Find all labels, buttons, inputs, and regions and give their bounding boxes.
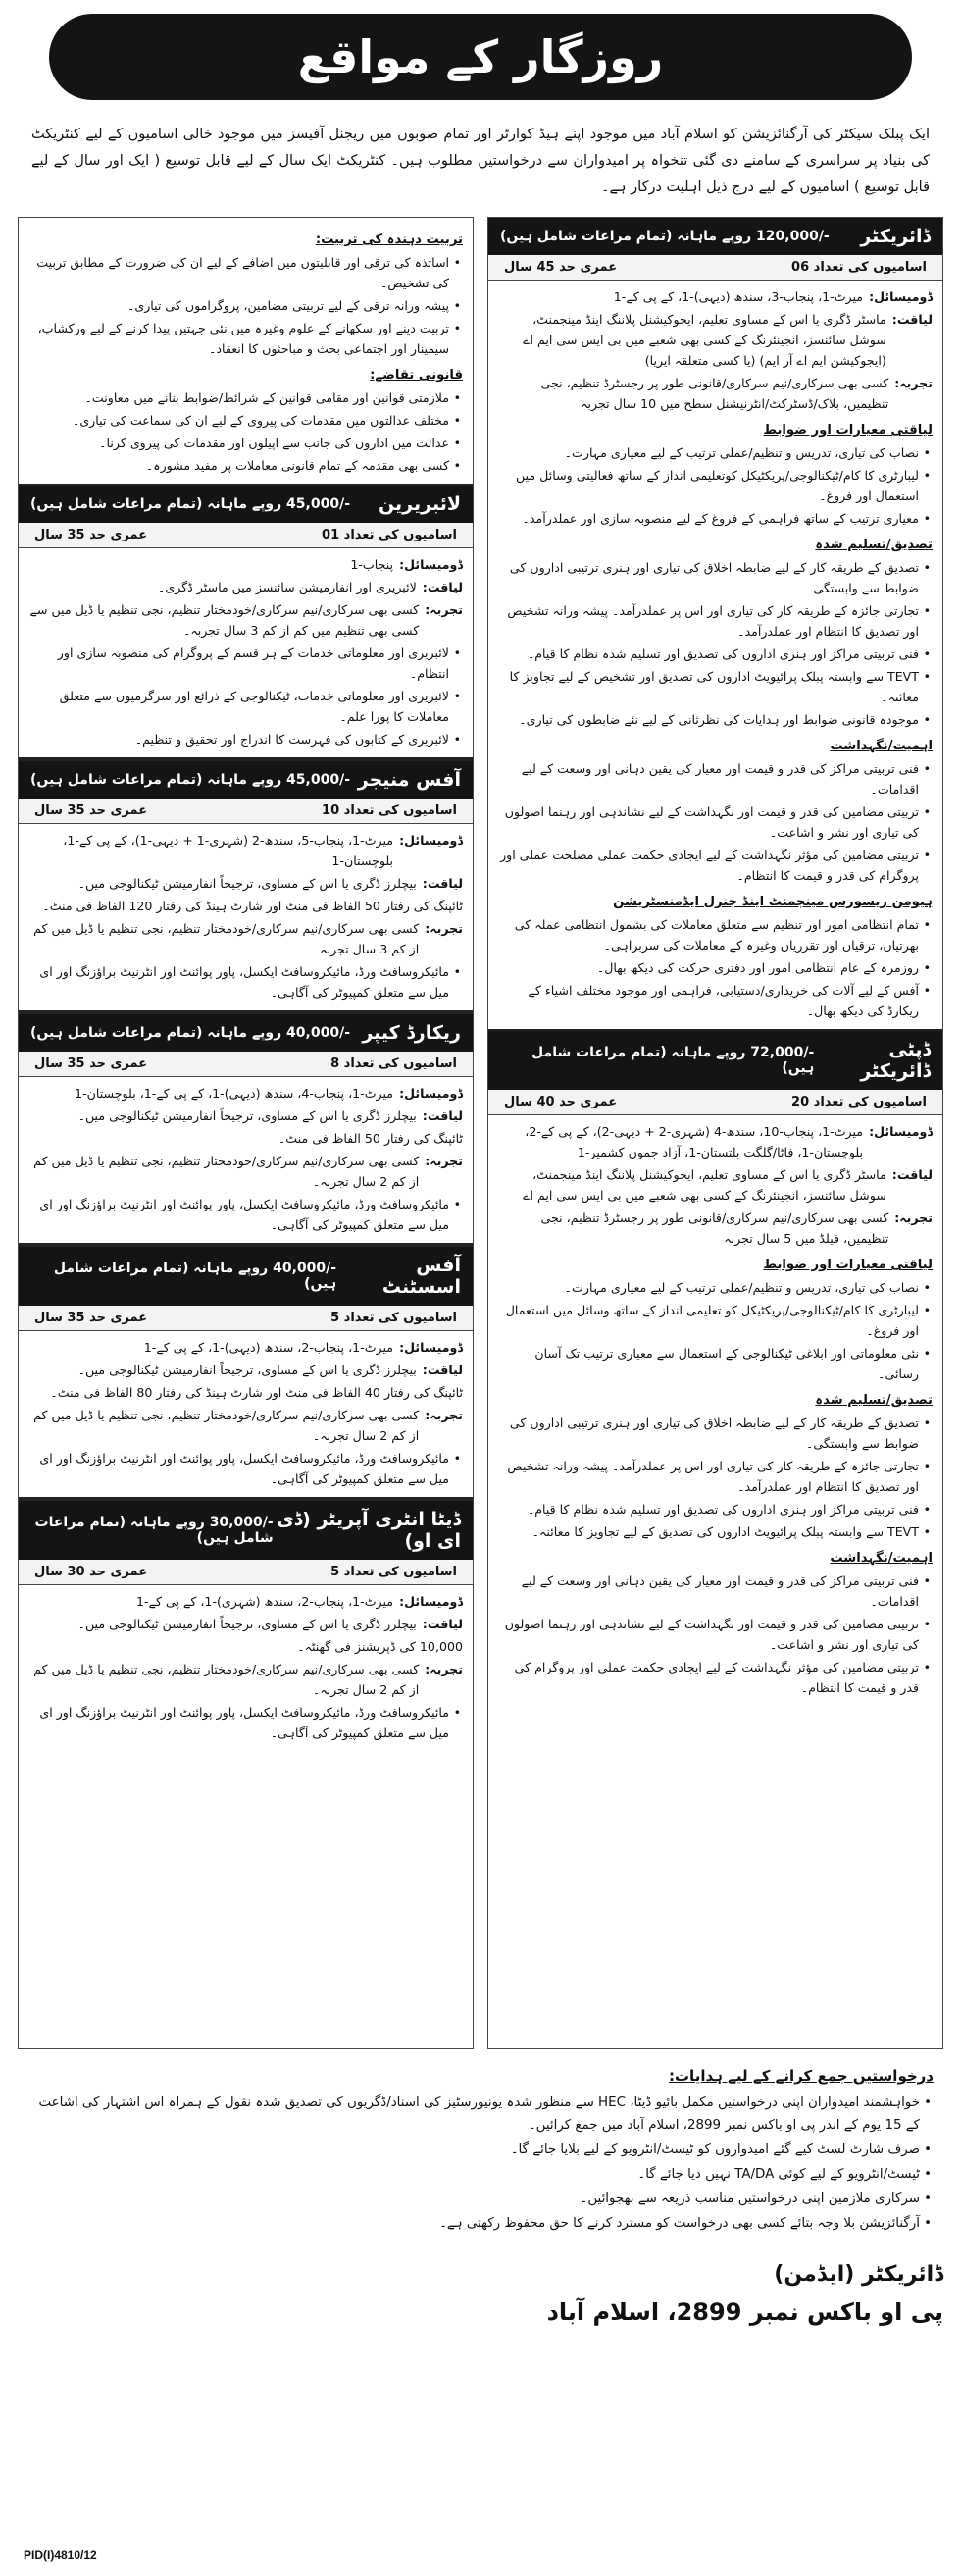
detail-label: لیاقت: — [422, 1617, 463, 1631]
job-deputy-director — [488, 1031, 942, 1706]
qualification-row — [498, 309, 933, 371]
experience-label: تجربہ: — [894, 376, 933, 390]
job-header — [19, 1247, 473, 1306]
job-age: عمری حد 35 سال — [34, 528, 148, 542]
job-body — [19, 824, 473, 1010]
domicile-text: میرٹ-1، پنجاب-10، سندھ-4 (شہری-2 + دیہی-2)، کے پی کے-2، بلوچستان-1، فاٹا/گلگت بلتستان-1، آزاد جموں کشمیر-1 — [525, 1124, 864, 1159]
job-pay: -/45,000 روپے ماہانہ (تمام مراعات شامل ہیں) — [30, 772, 351, 788]
training-heading: تربیت دہندہ کی تربیت: — [315, 232, 463, 247]
detail-text: بیچلرز ڈگری یا اس کے مساوی، ترجیحاً انفارمیشن ٹیکنالوجی میں۔ — [77, 1617, 417, 1631]
job-posts: اسامیوں کی تعداد 20 — [791, 1095, 927, 1109]
job-posts: اسامیوں کی تعداد 10 — [322, 803, 457, 818]
section-heading: لیاقتی معیارات اور ضوابط — [763, 423, 933, 438]
detail-row — [28, 577, 463, 597]
list-item: • روزمرہ کے عام انتظامی امور اور دفتری حرکت کی دیکھ بھال۔ — [498, 957, 933, 978]
detail-label: تجربہ: — [425, 921, 463, 936]
left-column — [18, 217, 474, 2049]
job-age: عمری حد 35 سال — [34, 1056, 148, 1071]
job-pay: -/40,000 روپے ماہانہ (تمام مراعات شامل ہیں) — [30, 1025, 351, 1041]
section-list — [498, 557, 933, 730]
job-posts: اسامیوں کی تعداد 5 — [330, 1311, 457, 1325]
list-item: • کسی بھی مقدمہ کے تمام قانونی معاملات پر مفید مشورہ۔ — [28, 455, 463, 476]
job-age: عمری حد 40 سال — [504, 1095, 618, 1109]
list-item: • خواہشمند امیدواران اپنی درخواستیں مکمل بائیو ڈیٹا، HEC سے منظور شدہ یونیورسٹیز کی اسناد/ڈگریوں کی تصدیق شدہ نقول کے ہمراہ اس اشتہار کی اشاعت کے 15 یوم کے اندر پی او باکس نمبر 2899، اسلام آباد میں جمع کرائیں۔ — [27, 2091, 934, 2137]
detail-row — [28, 1360, 463, 1380]
list-item: • تمام انتظامی امور اور تنظیم سے متعلق معاملات کی بشمول انتظامی عملہ کی بھرتیاں، ترقیاں اور تقرریاں وغیرہ کے معاملات کی سربراہی۔ — [498, 914, 933, 955]
detail-label: تجربہ: — [425, 1662, 463, 1676]
columns — [18, 217, 943, 2049]
deputy-sections — [498, 1255, 933, 1698]
detail-text: بیچلرز ڈگری یا اس کے مساوی، ترجیحاً انفارمیشن ٹیکنالوجی میں۔ — [77, 1363, 417, 1377]
detail-row — [28, 1405, 463, 1446]
qualification-label: لیاقت: — [891, 1167, 933, 1182]
intro-paragraph: ایک پبلک سیکٹر کی آرگنائزیشن کو اسلام آباد میں موجود اپنے ہیڈ کوارٹر اور تمام صوبوں میں ریجنل آفیسز میں موجود خالی اسامیوں کے لیے کنٹریکٹ کی بنیاد پر سراسری کے سامنے دی گئی تنخواہ پر امیدواران سے درخواستیں مطلوب ہیں۔ کنٹریکٹ ایک سال کے لیے قابل توسیع ( ایک اور سال کے لیے قابل توسیع ) اسامیوں کے لیے درج ذیل اہلیت درکار ہے۔ — [31, 127, 930, 195]
list-item: • ملازمتی قوانین اور مقامی قوانین کے شرائط/ضوابط بنانے میں معاونت۔ — [28, 387, 463, 408]
detail-label: لیاقت: — [422, 580, 463, 594]
list-item: • مائیکروسافٹ ورڈ، مائیکروسافٹ ایکسل، پاور پوائنٹ اور انٹرنیٹ براؤزنگ اور ای میل سے متعلق کمپیوٹر کی آگاہی۔ — [28, 1194, 463, 1235]
instructions-heading: درخواستیں جمع کرانے کے لیے ہدایات: — [668, 2067, 934, 2085]
job-title: لائبریرین — [378, 493, 461, 515]
job-age: عمری حد 30 سال — [34, 1565, 148, 1579]
list-item: • لیبارٹری کا کام/ٹیکنالوجی/پریکٹیکل کوتعلیمی انداز کے ساتھ فعالیتی وسائل میں استعمال اور فروغ۔ — [498, 465, 933, 506]
job-body — [488, 1115, 942, 1706]
duties-list — [28, 1702, 463, 1743]
detail-text: میرٹ-1، پنجاب-5، سندھ-2 (شہری-1 + دیہی-1)، کے پی کے-1، بلوچستان-1 — [63, 833, 394, 868]
experience-text: کسی بھی سرکاری/نیم سرکاری/قانونی طور پر رجسٹرڈ تنظیم، نجی تنظیمیں، فیلڈ میں 5 سال تجربہ — [540, 1211, 889, 1246]
list-item: • فنی تربیتی مراکز اور ہنری اداروں کی تصدیق اور تسلیم شدہ نظام کا قیام۔ — [498, 644, 933, 664]
job-meta — [19, 799, 473, 824]
job-block — [19, 1499, 473, 1751]
banner-title: روزگار کے مواقع — [49, 14, 912, 100]
detail-label: تجربہ: — [425, 1154, 463, 1168]
section-heading: تصدیق/تسلیم شدہ — [815, 538, 933, 552]
list-item: • مائیکروسافٹ ورڈ، مائیکروسافٹ ایکسل، پاور پوائنٹ اور انٹرنیٹ براؤزنگ اور ای میل سے متعلق کمپیوٹر کی آگاہی۔ — [28, 1448, 463, 1489]
job-header — [19, 761, 473, 799]
job-body — [19, 548, 473, 757]
job-title: ریکارڈ کیپر — [362, 1022, 461, 1044]
detail-text: کسی بھی سرکاری/نیم سرکاری/خودمختار تنظیم، نجی تنظیم یا ڈیل میں کم از کم 2 سال تجربہ۔ — [33, 1154, 420, 1189]
list-item: • تصدیق کے طریقہ کار کے لیے ضابطہ اخلاق کی تیاری اور ہنری ترتیبی اداروں کی ضوابط سے وابستگی۔ — [498, 1413, 933, 1454]
detail-row — [28, 599, 463, 641]
detail-row — [28, 896, 463, 916]
section-heading: اہمیت/نگہداشت — [830, 739, 933, 753]
training-list — [28, 252, 463, 359]
list-item: • آفس کے لیے آلات کی خریداری/دستیابی، فراہمی اور موجود مختلف اشیاء کے ریکارڈ کی دیکھ بھال۔ — [498, 980, 933, 1021]
experience-text: کسی بھی سرکاری/نیم سرکاری/قانونی طور پر رجسٹرڈ تنظیم، نجی تنظیمیں، بلاک/ڈسٹرکٹ/انٹرنیشنل سطح میں 10 سال تجربہ — [540, 376, 889, 411]
job-block — [19, 484, 473, 759]
list-item: • فنی تربیتی مراکز اور ہنری اداروں کی تصدیق اور تسلیم شدہ نظام کا قیام۔ — [498, 1499, 933, 1520]
detail-label: لیاقت: — [422, 876, 463, 891]
section-list — [498, 1277, 933, 1384]
job-body — [19, 1077, 473, 1243]
detail-label: ڈومیسائل: — [399, 1086, 463, 1101]
job-meta — [488, 1090, 942, 1115]
job-meta — [19, 523, 473, 548]
job-age: عمری حد 35 سال — [34, 803, 148, 818]
detail-text: ٹائپنگ کی رفتار 50 الفاظ فی منٹ اور شارٹ ہینڈ کی رفتار 120 الفاظ فی منٹ۔ — [42, 899, 463, 913]
job-meta — [19, 1560, 473, 1585]
list-item: • لائبریری اور معلوماتی خدمات، ٹیکنالوجی کے ذرائع اور سرگرمیوں سے متعلق معاملات کا پورا علم۔ — [28, 686, 463, 727]
signature-block — [18, 2262, 943, 2326]
qualification-label: لیاقت: — [891, 312, 933, 327]
list-item: • تربیت دینے اور سکھانے کے علوم وغیرہ میں نئی جہتیں پیدا کرنے کے لیے ورکشاپ، سیمینار اور اجتماعی بحث و مباحثوں کا انعقاد۔ — [28, 318, 463, 359]
job-body — [19, 1585, 473, 1751]
job-meta — [488, 255, 942, 281]
job-meta — [19, 1052, 473, 1077]
pid-number: PID(I)4810/12 — [24, 2549, 97, 2562]
job-title: ڈپٹی ڈائریکٹر — [860, 1039, 931, 1082]
section-list — [498, 914, 933, 1021]
list-item: • تربیتی مضامین کی مؤثر نگہداشت کے لیے ایجادی حکمت عملی اور پروگرام کی قدر و قیمت کا انتظام۔ — [498, 1657, 933, 1698]
detail-row — [28, 918, 463, 959]
job-posts: اسامیوں کی تعداد 5 — [330, 1565, 457, 1579]
detail-text: میرٹ-1، پنجاب-2، سندھ (دیہی)-1، کے پی کے-1 — [143, 1340, 394, 1355]
section-list — [498, 442, 933, 529]
detail-row — [28, 1636, 463, 1657]
job-posts: اسامیوں کی تعداد 06 — [791, 260, 927, 275]
job-age: عمری حد 45 سال — [504, 260, 618, 275]
job-age: عمری حد 35 سال — [34, 1311, 148, 1325]
job-body — [19, 1331, 473, 1497]
section-heading: ہیومن ریسورس مینجمنٹ اینڈ جنرل ایڈمنسٹریشن — [613, 895, 933, 909]
detail-row — [28, 873, 463, 894]
list-item: • سرکاری ملازمین اپنی درخواستیں مناسب ذریعہ سے بھجوائیں۔ — [27, 2188, 934, 2210]
detail-row — [28, 1659, 463, 1700]
list-item: • اساتذہ کی ترقی اور قابلیتوں میں اضافے کے لیے ان کی ضرورت کے مطابق تربیت کی تشخیص۔ — [28, 252, 463, 293]
job-block — [19, 759, 473, 1012]
detail-label: لیاقت: — [422, 1363, 463, 1377]
detail-text: بیچلرز ڈگری یا اس کے مساوی، ترجیحاً انفارمیشن ٹیکنالوجی میں۔ — [77, 1108, 417, 1123]
detail-label: لیاقت: — [422, 1108, 463, 1123]
list-item: • معیاری ترتیب کے ساتھ فراہمی کے فروغ کے لیے منصوبہ سازی اور عملدرآمد۔ — [498, 508, 933, 529]
job-posts: اسامیوں کی تعداد 01 — [322, 528, 457, 542]
legal-heading: قانونی تقاضے: — [370, 368, 463, 383]
detail-text: ٹائپنگ کی رفتار 40 الفاظ فی منٹ اور شارٹ ہینڈ کی رفتار 80 الفاظ فی منٹ۔ — [50, 1385, 463, 1400]
detail-row — [28, 1614, 463, 1634]
experience-row — [498, 373, 933, 414]
list-item: • تصدیق کے طریقہ کار کے لیے ضابطہ اخلاق کی تیاری اور ہنری ترتیبی اداروں کی ضوابط سے وابستگی۔ — [498, 557, 933, 598]
list-item: • TEVT سے وابستہ پبلک پرائیویٹ اداروں کی تصدیق کے لیے تجاویز کا معائنہ۔ — [498, 1521, 933, 1542]
detail-row — [28, 1128, 463, 1149]
list-item: • موجودہ قانونی ضوابط اور ہدایات کی نظرثانی کے لیے نئے ضابطوں کی تیاری۔ — [498, 709, 933, 730]
list-item: • مائیکروسافٹ ورڈ، مائیکروسافٹ ایکسل، پاور پوائنٹ اور انٹرنیٹ براؤزنگ اور ای میل سے متعلق کمپیوٹر کی آگاہی۔ — [28, 961, 463, 1003]
job-header — [19, 1501, 473, 1560]
right-column — [487, 217, 943, 2049]
instructions — [27, 2065, 934, 2235]
domicile-text: میرٹ-1، پنجاب-3، سندھ (دیہی)-1، کے پی کے-1 — [613, 289, 864, 304]
job-pay: -/40,000 روپے ماہانہ (تمام مراعات شامل ہیں) — [53, 1261, 337, 1292]
detail-row — [28, 1337, 463, 1358]
detail-label: ڈومیسائل: — [399, 1340, 463, 1355]
domicile-label: ڈومیسائل: — [869, 289, 933, 304]
job-title: ڈیٹا انٹری آپریٹر (ڈی ای او) — [277, 1509, 461, 1552]
job-director — [488, 218, 942, 1031]
job-title: ڈائریکٹر — [860, 226, 931, 247]
job-title: آفس منیجر — [357, 769, 461, 791]
list-item: • فنی تربیتی مراکز کی قدر و قیمت اور معیار کی یقین دہانی اور وسعت کے لیے اقدامات۔ — [498, 758, 933, 799]
list-item: • عدالت میں اداروں کی جانب سے اپیلوں اور مقدمات کی پیروی کرنا۔ — [28, 433, 463, 453]
list-item: • تجارتی جائزہ کے طریقہ کار کی تیاری اور اس پر عملدرآمد۔ پیشہ ورانہ تشخیص اور تصدیق کا انتظام اور عملدرآمد۔ — [498, 600, 933, 642]
detail-label: ڈومیسائل: — [399, 1594, 463, 1609]
signature-address: پی او باکس نمبر 2899، اسلام آباد — [546, 2298, 943, 2326]
list-item: • مائیکروسافٹ ورڈ، مائیکروسافٹ ایکسل، پاور پوائنٹ اور انٹرنیٹ براؤزنگ اور ای میل سے متعلق کمپیوٹر کی آگاہی۔ — [28, 1702, 463, 1743]
job-block — [19, 1012, 473, 1245]
detail-text: میرٹ-1، پنجاب-2، سندھ (شہری)-1، کے پی کے-1 — [136, 1594, 394, 1609]
list-item: • ٹیسٹ/انٹرویو کے لیے کوئی TA/DA نہیں دیا جائے گا۔ — [27, 2163, 934, 2186]
detail-text: کسی بھی سرکاری/نیم سرکاری/خودمختار تنظیم، نجی تنظیم یا ڈیل میں کم از کم 2 سال تجربہ۔ — [33, 1408, 420, 1443]
qualification-text: ماسٹر ڈگری یا اس کے مساوی تعلیم، ایجوکیشنل پلاننگ اینڈ مینجمنٹ، سوشل سائنسز، انجینئرنگ کے کسی بھی شعبے میں بی ایس سی ایم اے (ایجوکیشن ایم اے آر ایم) (یا کسی متعلقہ ایریا) — [523, 312, 886, 368]
section-list — [498, 758, 933, 886]
job-pay: -/72,000 روپے ماہانہ (تمام مراعات شامل ہیں) — [531, 1045, 815, 1076]
detail-row — [28, 1083, 463, 1104]
list-item: • تربیتی مضامین کی قدر و قیمت اور نگہداشت کے لیے نشاندہی اور رہنما اصولوں کی تیاری اور نشر و اشاعت۔ — [498, 801, 933, 843]
list-item: • مختلف عدالتوں میں مقدمات کی پیروی کے لیے ان کی سماعت کی تیاری۔ — [28, 410, 463, 431]
job-meta — [19, 1306, 473, 1331]
duties-list — [28, 1194, 463, 1235]
job-block — [19, 1245, 473, 1499]
detail-text: پنجاب-1 — [350, 557, 394, 572]
left-jobs — [19, 484, 473, 1751]
job-header — [488, 1031, 942, 1090]
detail-label: ڈومیسائل: — [399, 833, 463, 848]
detail-label: ڈومیسائل: — [399, 557, 463, 572]
qualification-text: ماسٹر ڈگری یا اس کے مساوی تعلیم، ایجوکیشنل پلاننگ اینڈ مینجمنٹ، سوشل سائنسز، انجینئرنگ کے کسی بھی شعبے میں بی ایس سی ایم اے — [523, 1167, 886, 1203]
legal-list — [28, 387, 463, 476]
list-item: • نصاب کی تیاری، تدریس و تنظیم/عملی ترتیب کے لیے معیاری مہارت۔ — [498, 1277, 933, 1298]
detail-text: کسی بھی سرکاری/نیم سرکاری/خودمختار تنظیم، نجی تنظیم یا ڈیل میں کم از کم 3 سال تجربہ۔ — [33, 921, 420, 956]
list-item: • لائبریری اور معلوماتی خدمات کے ہر قسم کے پروگرام کی منصوبہ سازی اور انتظام۔ — [28, 643, 463, 684]
list-item: • نئی معلوماتی اور ابلاغی ٹیکنالوجی کے استعمال سے معیاری ترتیب تک آسان رسائی۔ — [498, 1343, 933, 1384]
job-pay: -/30,000 روپے ماہانہ (تمام مراعات شامل ہیں) — [34, 1515, 274, 1546]
detail-text: بیچلرز ڈگری یا اس کے مساوی، ترجیحاً انفارمیشن ٹیکنالوجی میں۔ — [77, 876, 417, 891]
detail-text: کسی بھی سرکاری/نیم سرکاری/خودمختار تنظیم، نجی تنظیم یا ڈیل میں سے کسی بھی تنظیم میں کم از کم 3 سال تجربہ۔ — [29, 602, 420, 638]
list-item: • تربیتی مضامین کی مؤثر نگہداشت کے لیے ایجادی حکمت عملی مصلحت عملی اور پروگرام کی قدر و قیمت کا انتظام۔ — [498, 845, 933, 886]
job-posts: اسامیوں کی تعداد 8 — [330, 1056, 457, 1071]
job-header — [19, 486, 473, 523]
qualification-row — [498, 1164, 933, 1206]
section-list — [498, 1413, 933, 1542]
list-item: • فنی تربیتی مراکز کی قدر و قیمت اور معیار کی یقین دہانی اور وسعت کے لیے اقدامات۔ — [498, 1571, 933, 1612]
detail-row — [28, 1151, 463, 1192]
job-body — [488, 281, 942, 1029]
list-item: • صرف شارٹ لسٹ کیے گئے امیدواروں کو ٹیسٹ/انٹرویو کے لیے بلایا جائے گا۔ — [27, 2138, 934, 2161]
list-item: • لیبارٹری کا کام/ٹیکنالوجی/پریکٹیکل کو تعلیمی انداز کے ساتھ وسائل میں استعمال اور فروغ۔ — [498, 1300, 933, 1341]
job-header — [488, 218, 942, 255]
section-list — [498, 1571, 933, 1698]
domicile-row — [498, 1121, 933, 1162]
signature-title: ڈائریکٹر (ایڈمن) — [774, 2262, 943, 2287]
duties-list — [28, 643, 463, 749]
job-header — [19, 1014, 473, 1052]
list-item: • پیشہ ورانہ ترقی کے لیے تربیتی مضامین، پروگراموں کی تیاری۔ — [28, 295, 463, 316]
instructions-list — [27, 2091, 934, 2235]
detail-row — [28, 1591, 463, 1612]
detail-text: 10,000 کی ڈپریشنز فی گھنٹہ۔ — [297, 1639, 463, 1654]
experience-label: تجربہ: — [894, 1211, 933, 1225]
detail-row — [28, 830, 463, 871]
list-item: • آرگنائزیشن بلا وجہ بتائے کسی بھی درخواست کو مسترد کرنے کا حق محفوظ رکھتی ہے۔ — [27, 2212, 934, 2235]
list-item: • نصاب کی تیاری، تدریس و تنظیم/عملی ترتیب کے لیے معیاری مہارت۔ — [498, 442, 933, 463]
duties-list — [28, 1448, 463, 1489]
list-item: • لائبریری کے کتابوں کی فہرست کا اندراج اور تحقیق و تنظیم۔ — [28, 729, 463, 749]
detail-label: تجربہ: — [425, 1408, 463, 1422]
detail-text: ٹائپنگ کی رفتار 50 الفاظ فی منٹ۔ — [278, 1131, 463, 1146]
list-item: • TEVT سے وابستہ پبلک پرائیویٹ اداروں کی تصدیق اور تشخیص کے لیے تجاویز کا معائنہ۔ — [498, 666, 933, 707]
job-title: آفس اسسٹنٹ — [381, 1255, 461, 1298]
detail-text: لائبریری اور انفارمیشن سائنسز میں ماسٹر ڈگری۔ — [158, 580, 417, 594]
section-heading: لیاقتی معیارات اور ضوابط — [763, 1258, 933, 1272]
detail-row — [28, 554, 463, 575]
detail-label: تجربہ: — [425, 602, 463, 617]
detail-row — [28, 1382, 463, 1403]
section-heading: تصدیق/تسلیم شدہ — [815, 1393, 933, 1408]
domicile-label: ڈومیسائل: — [869, 1124, 933, 1139]
detail-row — [28, 1106, 463, 1126]
detail-text: میرٹ-1، پنجاب-4، سندھ (دیہی)-1، کے پی کے-1، بلوچستان-1 — [75, 1086, 394, 1101]
training-section — [19, 218, 473, 484]
list-item: • تربیتی مضامین کی قدر و قیمت اور نگہداشت کے لیے نشاندہی اور رہنما اصولوں کی تیاری اور نشر و اشاعت۔ — [498, 1614, 933, 1655]
director-sections — [498, 420, 933, 1021]
section-heading: اہمیت/نگہداشت — [830, 1551, 933, 1566]
domicile-row — [498, 286, 933, 307]
duties-list — [28, 961, 463, 1003]
job-pay: -/120,000 روپے ماہانہ (تمام مراعات شامل ہیں) — [500, 229, 830, 244]
job-pay: -/45,000 روپے ماہانہ (تمام مراعات شامل ہیں) — [30, 496, 351, 512]
list-item: • تجارتی جائزہ کے طریقہ کار کی تیاری اور اس پر عملدرآمد۔ پیشہ ورانہ تشخیص اور تصدیق کا انتظام اور عملدرآمد۔ — [498, 1456, 933, 1497]
detail-text: کسی بھی سرکاری/نیم سرکاری/خودمختار تنظیم، نجی تنظیم یا ڈیل میں کم از کم 2 سال تجربہ۔ — [33, 1662, 420, 1697]
experience-row — [498, 1208, 933, 1249]
